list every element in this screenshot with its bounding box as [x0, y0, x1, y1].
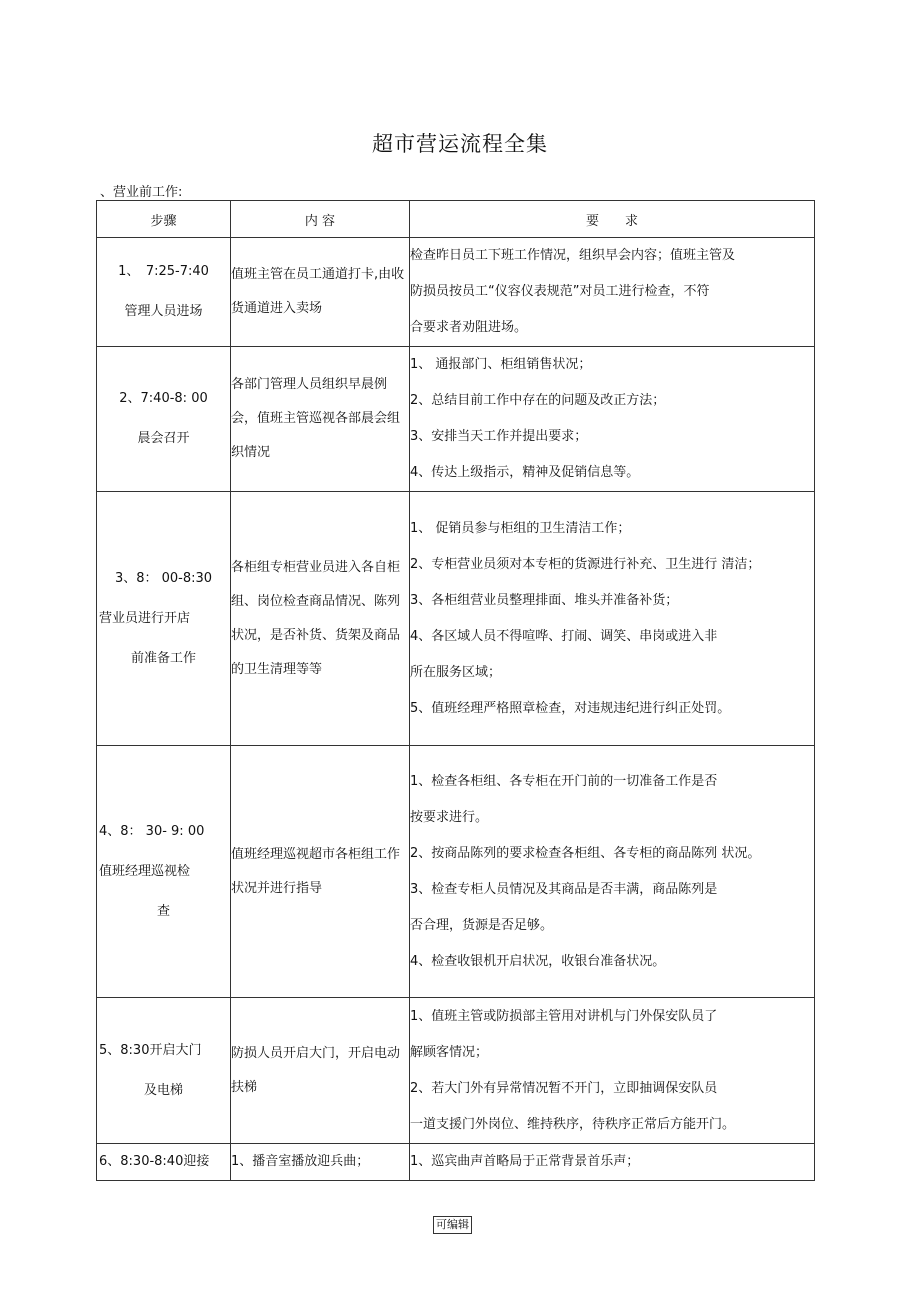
requirement-line: 按要求进行。 — [410, 809, 489, 825]
requirement-line: 1、 促销员参与柜组的卫生清洁工作； — [410, 520, 631, 536]
step-text: 4、8： 30- 9: 00 — [99, 823, 205, 839]
step-text: 前准备工作 — [130, 650, 196, 666]
step-cell — [97, 746, 231, 998]
step-text: 3、8： 00-8:30 — [114, 570, 213, 586]
step-cell — [97, 347, 231, 492]
requirements-cell — [410, 347, 815, 492]
requirement-line: 防损员按员工“仪容仪表规范”对员工进行检查，不符 — [410, 284, 710, 299]
step-cell — [97, 238, 231, 347]
step-cell — [97, 1144, 231, 1181]
content-cell: 值班经理巡视超市各柜组工作状况并进行指导 — [231, 746, 410, 998]
table-row — [97, 746, 815, 998]
requirement-line: 2、总结目前工作中存在的问题及改正方法； — [410, 393, 666, 408]
editable-badge: 可编辑 — [433, 1216, 472, 1234]
requirement-line: 1、巡宾曲声首略局于正常背景首乐声； — [410, 1154, 640, 1169]
step-text: 管理人员进场 — [124, 304, 203, 319]
requirements-cell — [410, 238, 815, 347]
table-row — [97, 1144, 815, 1181]
content-cell: 值班主管在员工通道打卡,由收货通道进入卖场 — [231, 238, 410, 347]
requirements-cell — [410, 746, 815, 998]
content-cell: 防损人员开启大门，开启电动扶梯 — [231, 998, 410, 1144]
requirement-line: 4、传达上级指示，精神及促销信息等。 — [410, 465, 640, 480]
requirement-line: 2、若大门外有异常情况暂不开门，立即抽调保安队员 — [410, 1080, 718, 1096]
table-header-row — [97, 201, 815, 238]
requirement-line: 检查昨日员工下班工作情况，组织早会内容；值班主管及 — [410, 248, 736, 263]
requirement-line: 2、专柜营业员须对本专柜的货源进行补充、卫生进行 清洁； — [410, 556, 761, 572]
requirement-line: 一道支援门外岗位、维持秩序，待秩序正常后方能开门。 — [410, 1116, 736, 1132]
requirement-line: 3、各柜组营业员整理排面、堆头并准备补货； — [410, 592, 679, 608]
requirement-line: 1、检查各柜组、各专柜在开门前的一切准备工作是否 — [410, 773, 718, 789]
requirement-line: 1、 通报部门、柜组销售状况； — [410, 357, 592, 372]
step-text: 5、8:30开启大门 — [99, 1042, 202, 1058]
document-title: 超市营运流程全集 — [372, 132, 548, 156]
step-cell — [97, 492, 231, 746]
step-text: 及电梯 — [143, 1082, 183, 1098]
table-row — [97, 347, 815, 492]
header-requirements: 要 求 — [410, 201, 815, 238]
step-text: 2、7:40-8: 00 — [119, 391, 208, 406]
step-text: 1、 7:25-7:40 — [118, 264, 209, 279]
requirement-line: 4、检查收银机开启状况，收银台准备状况。 — [410, 953, 666, 969]
requirements-cell — [410, 492, 815, 746]
step-cell — [97, 998, 231, 1144]
requirement-line: 2、按商品陈列的要求检查各柜组、各专柜的商品陈列 状况。 — [410, 845, 761, 861]
header-step: 步骤 — [97, 201, 231, 238]
step-text: 值班经理巡视检 — [99, 863, 191, 879]
step-text: 查 — [156, 903, 170, 919]
requirements-cell — [410, 998, 815, 1144]
table-row — [97, 238, 815, 347]
requirement-line: 否合理，货源是否足够。 — [410, 917, 554, 933]
requirements-cell — [410, 1144, 815, 1181]
requirement-line: 5、值班经理严格照章检查，对违规违纪进行纠正处罚。 — [410, 700, 731, 716]
content-cell: 1、播音室播放迎兵曲； — [231, 1144, 410, 1181]
table-row — [97, 492, 815, 746]
requirement-line: 3、检查专柜人员情况及其商品是否丰满，商品陈列是 — [410, 881, 718, 897]
process-table — [96, 200, 815, 1181]
content-cell: 各部门管理人员组织早晨例会，值班主管巡视各部晨会组织情况 — [231, 347, 410, 492]
requirement-line: 3、安排当天工作并提出要求； — [410, 429, 588, 444]
section-heading: 、营业前工作: — [100, 185, 183, 200]
step-text: 6、8:30-8:40迎接 — [99, 1154, 210, 1169]
content-cell: 各柜组专柜营业员进入各自柜组、岗位检查商品情况、陈列状况，是否补货、货架及商品的卫生清理等等 — [231, 492, 410, 746]
header-content: 内 容 — [231, 201, 410, 238]
requirement-line: 解顾客情况； — [410, 1044, 489, 1060]
table-row — [97, 998, 815, 1144]
step-text: 晨会召开 — [137, 431, 190, 446]
step-text: 营业员进行开店 — [99, 610, 191, 626]
requirement-line: 1、值班主管或防损部主管用对讲机与门外保安队员了 — [410, 1008, 718, 1024]
requirement-line: 所在服务区域； — [410, 664, 502, 680]
requirement-line: 4、各区域人员不得喧哗、打闹、调笑、串岗或进入非 — [410, 628, 718, 644]
requirement-line: 合要求者劝阻进场。 — [410, 320, 528, 335]
